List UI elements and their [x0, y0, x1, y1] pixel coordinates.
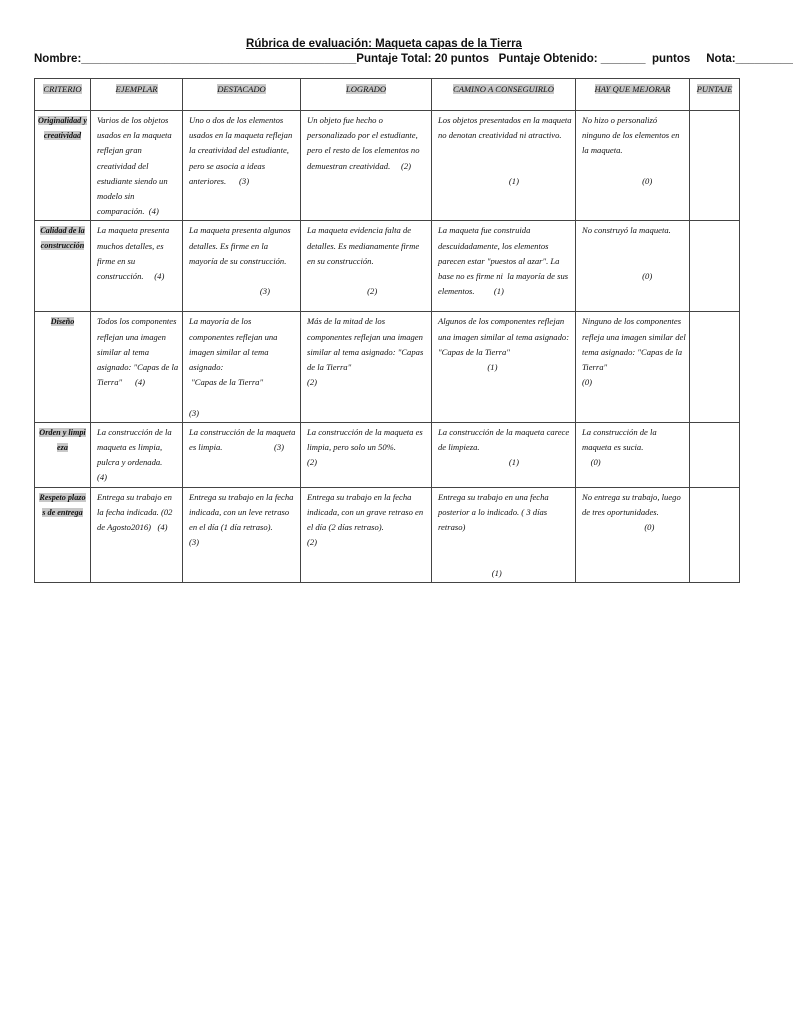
criterion-cell: Respeto plazos de entrega — [35, 487, 91, 582]
rubric-cell: Entrega su trabajo en una fecha posterior a lo indicado. ( 3 días retraso) (1) — [432, 487, 576, 582]
score-cell[interactable] — [690, 422, 740, 487]
rubric-cell: La construcción de la maqueta es limpia, pero solo un 50%. (2) — [301, 422, 432, 487]
rubric-cell: La maqueta evidencia falta de detalles. Es medianamente firme en su construcción. (2) — [301, 221, 432, 312]
score-cell[interactable] — [690, 487, 740, 582]
rubric-cell: Los objetos presentados en la maqueta no denotan creatividad ni atractivo. (1) — [432, 111, 576, 221]
table-row — [35, 422, 740, 487]
rubric-cell: La maqueta fue construida descuidadamente, los elementos parecen estar "puestos al azar". La base no es firme ni la mayoría de sus elementos. (1) — [432, 221, 576, 312]
rubric-cell: No hizo o personalizó ninguno de los elementos en la maqueta. (0) — [576, 111, 690, 221]
score-cell[interactable] — [690, 111, 740, 221]
table-row — [35, 312, 740, 422]
table-row — [35, 111, 740, 221]
header-camino: CAMINO A CONSEGUIRLO — [432, 79, 576, 111]
rubric-cell: No entrega su trabajo, luego de tres oportunidades. (0) — [576, 487, 690, 582]
rubric-cell: Todos los componentes reflejan una imagen similar al tema asignado: "Capas de la Tierra" (4) — [91, 312, 183, 422]
header-logrado: LOGRADO — [301, 79, 432, 111]
rubric-cell: Varios de los objetos usados en la maqueta reflejan gran creatividad del estudiante siendo un modelo sin comparación. (4) — [91, 111, 183, 221]
rubric-cell: La maqueta presenta algunos detalles. Es firme en la mayoría de su construcción. (3) — [183, 221, 301, 312]
rubric-cell: Más de la mitad de los componentes reflejan una imagen similar al tema asignado: "Capas de la Tierra" (2) — [301, 312, 432, 422]
document-title: Rúbrica de evaluación: Maqueta capas de la Tierra — [246, 38, 522, 50]
student-info-text: Nombre:___________________________________________Puntaje Total: 20 puntos Puntaje Obtenido: _______ puntos Nota:_________ — [34, 53, 793, 65]
rubric-cell: La construcción de la maqueta es sucia. (0) — [576, 422, 690, 487]
rubric-cell: Entrega su trabajo en la fecha indicada, con un leve retraso en el día (1 día retraso). (3) — [183, 487, 301, 582]
header-row — [35, 79, 740, 111]
header-destacado: DESTACADO — [183, 79, 301, 111]
table-row — [35, 221, 740, 312]
header-mejorar: HAY QUE MEJORAR — [576, 79, 690, 111]
rubric-cell: Entrega su trabajo en la fecha indicada, con un grave retraso en el día (2 días retraso). (2) — [301, 487, 432, 582]
criterion-cell: Calidad de la construcción — [35, 221, 91, 312]
header-puntaje: PUNTAJE — [690, 79, 740, 111]
rubric-cell: Ninguno de los componentes refleja una imagen similar del tema asignado: "Capas de la Tierra" (0) — [576, 312, 690, 422]
rubric-cell: La construcción de la maqueta carece de limpieza. (1) — [432, 422, 576, 487]
score-cell[interactable] — [690, 312, 740, 422]
rubric-cell: La mayoría de los componentes reflejan una imagen similar al tema asignado: "Capas de la Tierra" (3) — [183, 312, 301, 422]
criterion-cell: Originalidad y creatividad — [35, 111, 91, 221]
table-row — [35, 487, 740, 582]
rubric-cell: La maqueta presenta muchos detalles, es firme en su construcción. (4) — [91, 221, 183, 312]
header-ejemplar: EJEMPLAR — [91, 79, 183, 111]
score-cell[interactable] — [690, 221, 740, 312]
rubric-table — [34, 78, 740, 583]
rubric-cell: La construcción de la maqueta es limpia. (3) — [183, 422, 301, 487]
rubric-cell: No construyó la maqueta. (0) — [576, 221, 690, 312]
rubric-cell: La construcción de la maqueta es limpia, pulcra y ordenada. (4) — [91, 422, 183, 487]
student-info-line — [34, 53, 793, 65]
rubric-cell: Entrega su trabajo en la fecha indicada. (02 de Agosto2016) (4) — [91, 487, 183, 582]
rubric-cell: Un objeto fue hecho o personalizado por el estudiante, pero el resto de los elementos no demuestran creatividad. (2) — [301, 111, 432, 221]
rubric-cell: Uno o dos de los elementos usados en la maqueta reflejan la creatividad del estudiante, pero se asocia a ideas anteriores. (3) — [183, 111, 301, 221]
header-criterio: CRITERIO — [35, 79, 91, 111]
criterion-cell: Diseño — [35, 312, 91, 422]
criterion-cell: Orden y limpieza — [35, 422, 91, 487]
rubric-cell: Algunos de los componentes reflejan una imagen similar al tema asignado: "Capas de la Tierra" (1) — [432, 312, 576, 422]
